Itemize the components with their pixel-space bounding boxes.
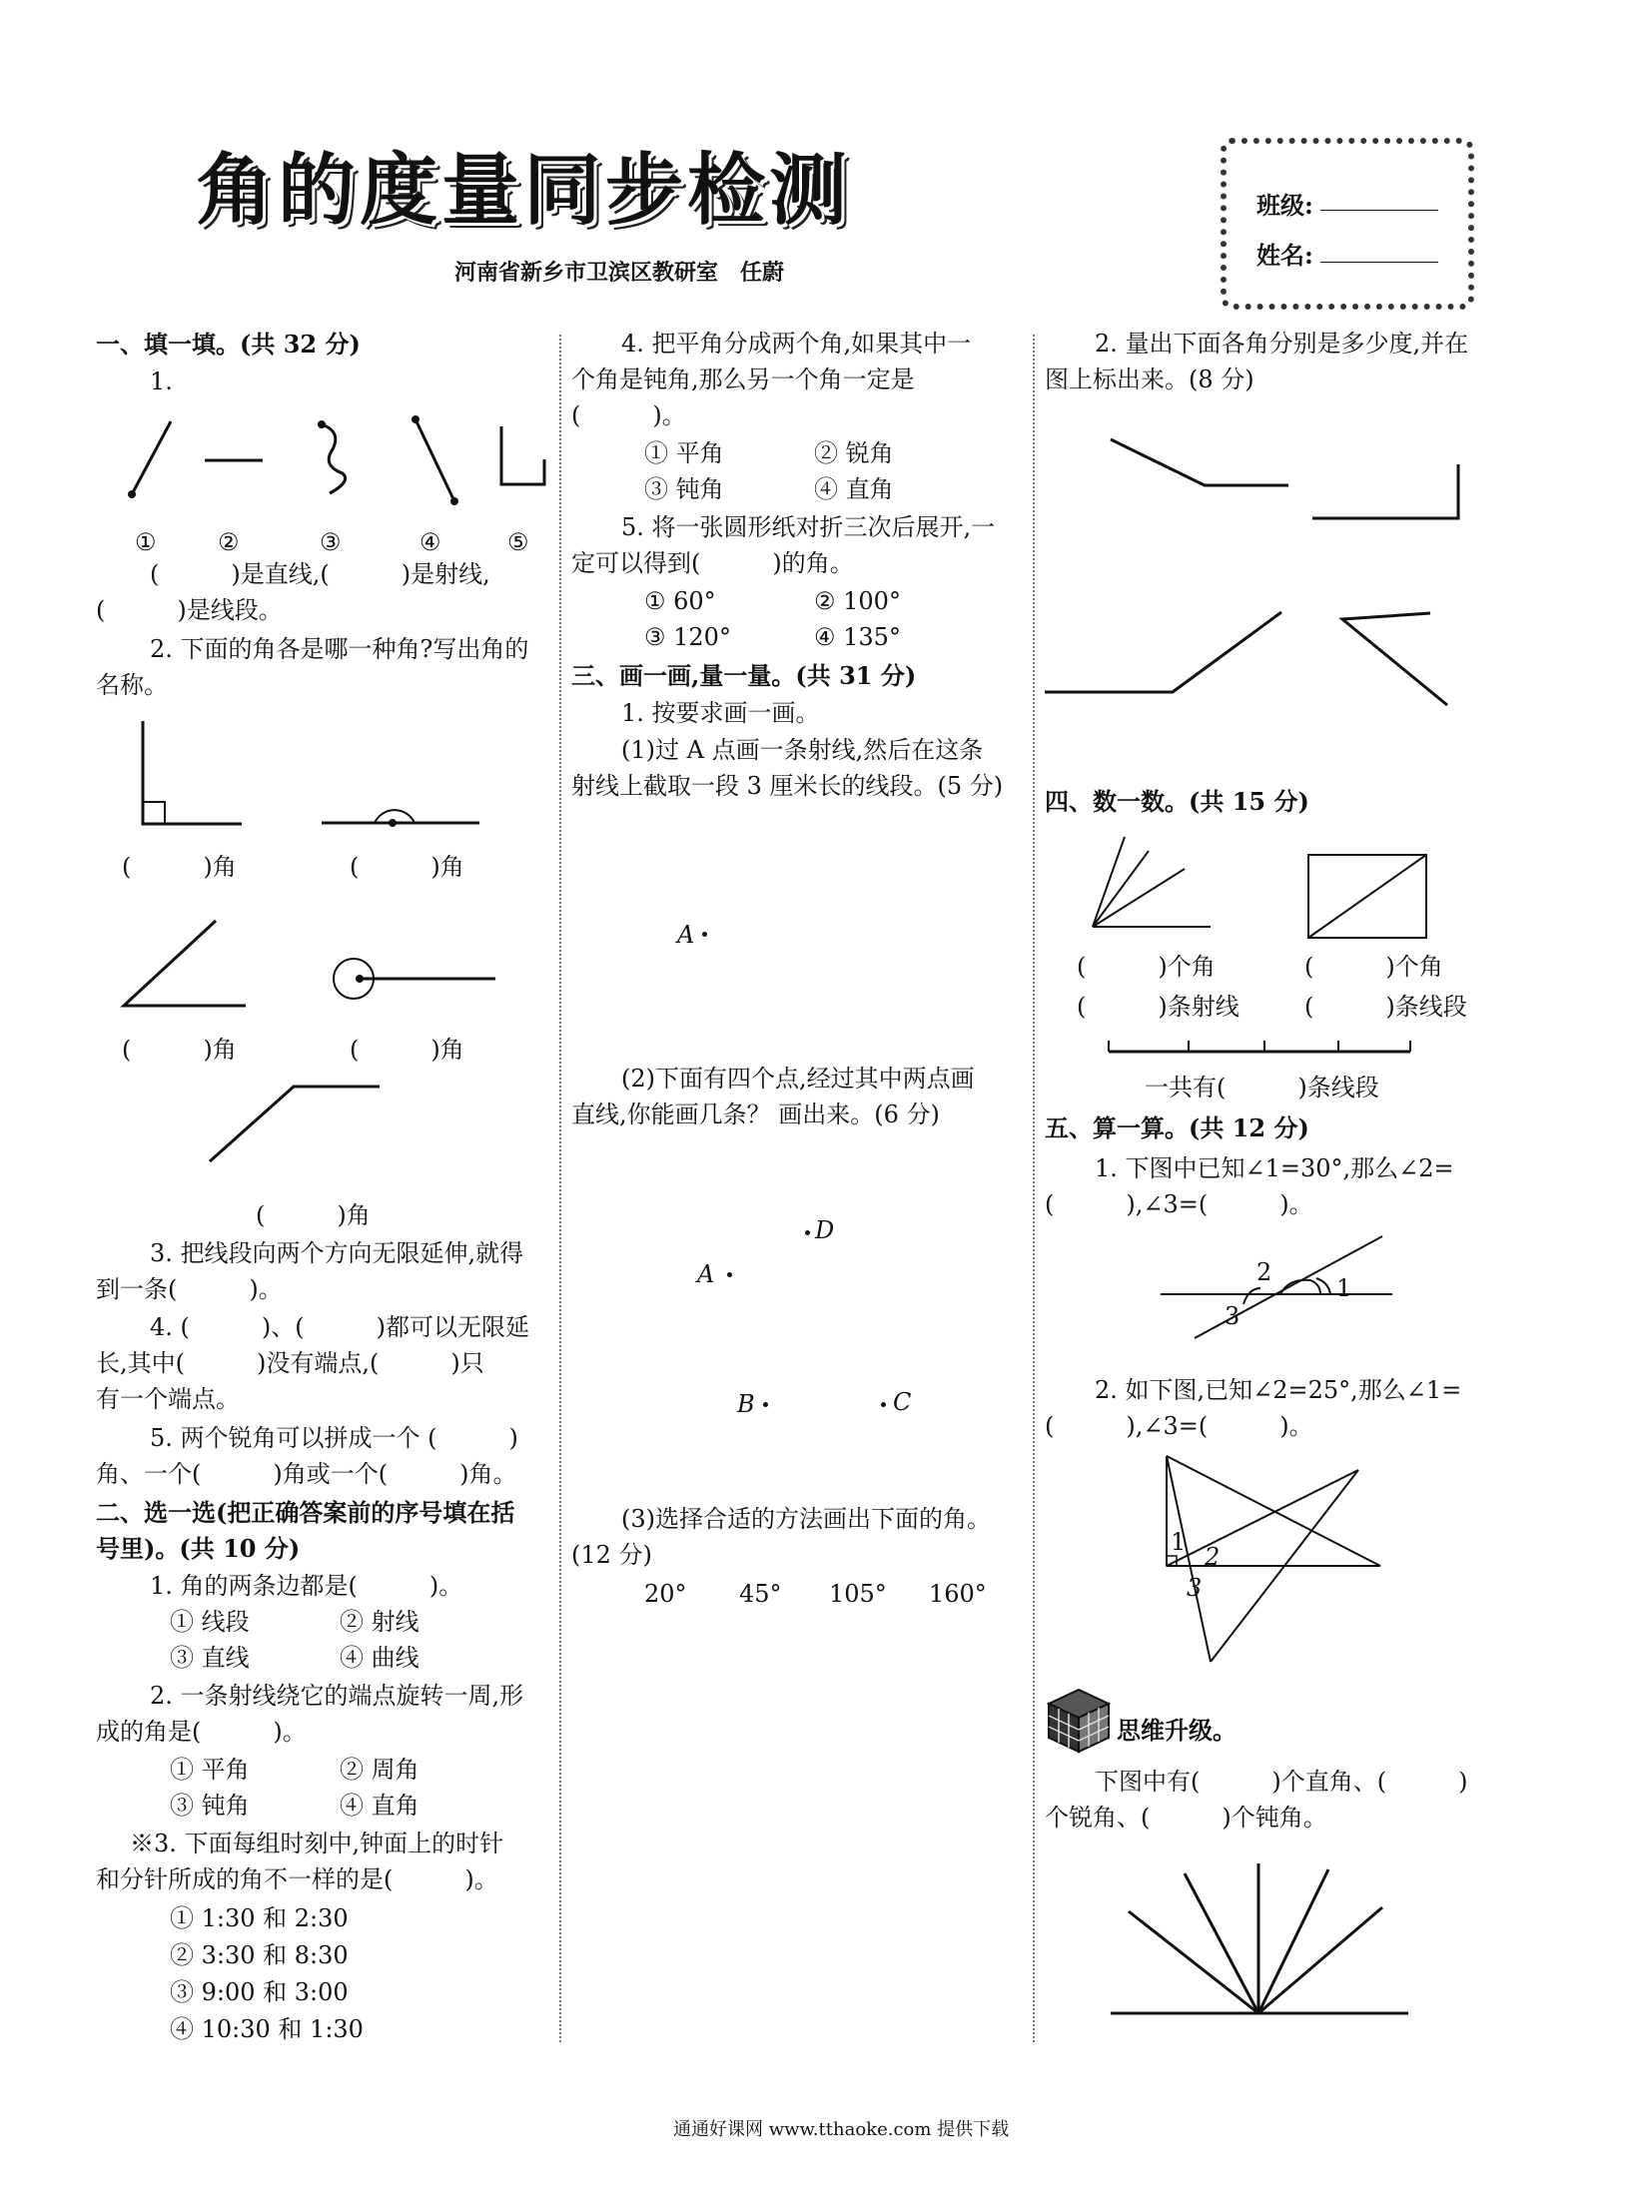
measure-2-text-1: 2. 量出下面各角分别是多少度,并在 bbox=[1095, 330, 1469, 358]
calc-2-angle-3-label: 3 bbox=[1187, 1574, 1203, 1602]
angle-45: 45° bbox=[739, 1580, 782, 1608]
section-3-heading: 三、画一画,量一量。(共 31 分) bbox=[571, 661, 917, 690]
section-5-heading: 五、算一算。(共 12 分) bbox=[1045, 1113, 1309, 1142]
point-a-label: A bbox=[677, 921, 695, 949]
count-segments: ( )条线段 bbox=[1304, 993, 1467, 1021]
q1-number: 1. bbox=[150, 368, 173, 395]
choice-1-option-1: ① 线段 bbox=[170, 1608, 250, 1636]
choice-5-text-2: 定可以得到( )的角。 bbox=[571, 549, 854, 577]
calc-1-text-1: 1. 下图中已知∠1=30°,那么∠2= bbox=[1095, 1154, 1454, 1182]
point-b-label: B bbox=[737, 1390, 755, 1418]
choice-5-option-4: ④ 135° bbox=[814, 623, 901, 651]
think-text-1: 下图中有( )个直角、( ) bbox=[1095, 1768, 1468, 1796]
choice-5-option-3: ③ 120° bbox=[644, 623, 731, 651]
choice-2-option-3: ③ 钝角 bbox=[170, 1792, 250, 1820]
title-char: 角 bbox=[196, 146, 275, 236]
point-d-label: D bbox=[815, 1216, 835, 1244]
draw-1a-text-1: (1)过 A 点画一条射线,然后在这条 bbox=[621, 736, 984, 764]
draw-1-text: 1. 按要求画一画。 bbox=[621, 699, 820, 727]
angle-blank-acute: ( )角 bbox=[122, 1036, 237, 1064]
choice-1-option-3: ③ 直线 bbox=[170, 1644, 250, 1672]
angle-160: 160° bbox=[929, 1580, 987, 1608]
choice-3-option-4: ④ 10:30 和 1:30 bbox=[170, 2015, 364, 2043]
count-angles-2: ( )个角 bbox=[1304, 953, 1443, 981]
choice-3-option-3: ③ 9:00 和 3:00 bbox=[170, 1978, 349, 2006]
title-char: 量 bbox=[441, 146, 520, 236]
angle-20: 20° bbox=[644, 1580, 687, 1608]
choice-5-text-1: 5. 将一张圆形纸对折三次后展开,一 bbox=[621, 513, 996, 541]
q1-label-1: ① bbox=[135, 528, 157, 556]
q2-text-2: 名称。 bbox=[96, 671, 168, 699]
count-total-segments: 一共有( )条线段 bbox=[1145, 1074, 1379, 1102]
class-label: 班级: bbox=[1256, 191, 1313, 220]
point-a2-label: A bbox=[697, 1260, 715, 1288]
title-char: 检 bbox=[687, 146, 766, 236]
footer-text: 通通好课网 www.tthaoke.com 提供下载 bbox=[673, 2119, 1010, 2140]
choice-2-option-4: ④ 直角 bbox=[340, 1792, 419, 1820]
author-line: 河南省新乡市卫滨区教研室 任蔚 bbox=[454, 260, 785, 286]
measure-2-text-2: 图上标出来。(8 分) bbox=[1045, 366, 1254, 393]
calc-1-angle-2-label: 2 bbox=[1256, 1258, 1272, 1286]
choice-4-text-2: 个角是钝角,那么另一个角一定是 bbox=[571, 366, 915, 393]
q1-label-5: ⑤ bbox=[507, 528, 529, 556]
choice-1-option-4: ④ 曲线 bbox=[340, 1644, 419, 1672]
think-heading: 思维升级。 bbox=[1117, 1716, 1237, 1745]
title-char: 的 bbox=[278, 146, 357, 236]
calc-2-angle-1-label: 1 bbox=[1171, 1528, 1187, 1556]
choice-1-text: 1. 角的两条边都是( )。 bbox=[150, 1572, 463, 1600]
draw-1c-text-2: (12 分) bbox=[571, 1541, 652, 1569]
choice-4-option-4: ④ 直角 bbox=[814, 475, 894, 503]
title-char: 度 bbox=[360, 146, 438, 236]
choice-4-option-3: ③ 钝角 bbox=[644, 475, 724, 503]
q4-text-3: 有一个端点。 bbox=[96, 1385, 240, 1413]
angle-blank-straight: ( )角 bbox=[350, 853, 464, 881]
q5-text-2: 角、一个( )角或一个( )角。 bbox=[96, 1460, 517, 1488]
q1-label-2: ② bbox=[218, 528, 240, 556]
name-label: 姓名: bbox=[1256, 241, 1313, 270]
choice-4-option-2: ② 锐角 bbox=[814, 439, 894, 467]
title-char: 测 bbox=[769, 146, 848, 236]
q3-text-1: 3. 把线段向两个方向无限延伸,就得 bbox=[150, 1239, 524, 1267]
draw-1b-text-1: (2)下面有四个点,经过其中两点画 bbox=[621, 1065, 975, 1093]
q4-text-1: 4. ( )、( )都可以无限延 bbox=[150, 1313, 529, 1341]
choice-4-text-3: ( )。 bbox=[571, 401, 686, 429]
think-text-2: 个锐角、( )个钝角。 bbox=[1045, 1804, 1327, 1832]
choice-4-text-1: 4. 把平角分成两个角,如果其中一 bbox=[621, 330, 972, 358]
section-2-heading-cont: 号里)。(共 10 分) bbox=[96, 1534, 301, 1563]
count-rays: ( )条射线 bbox=[1077, 993, 1239, 1021]
choice-1-option-2: ② 射线 bbox=[340, 1608, 419, 1636]
q4-text-2: 长,其中( )没有端点,( )只 bbox=[96, 1349, 484, 1377]
choice-3-text-2: 和分针所成的角不一样的是( )。 bbox=[96, 1865, 498, 1893]
q1-answer-line-1: ( )是直线,( )是射线, bbox=[150, 560, 490, 588]
choice-3-text-1: ※3. 下面每组时刻中,钟面上的时针 bbox=[130, 1830, 504, 1857]
section-2-heading: 二、选一选(把正确答案前的序号填在括 bbox=[96, 1498, 515, 1527]
title-char: 同 bbox=[523, 146, 602, 236]
calc-2-text-1: 2. 如下图,已知∠2=25°,那么∠1= bbox=[1095, 1376, 1462, 1404]
choice-4-option-1: ① 平角 bbox=[644, 439, 724, 467]
choice-2-option-1: ① 平角 bbox=[170, 1756, 250, 1784]
choice-5-option-2: ② 100° bbox=[814, 587, 901, 615]
calc-2-text-2: ( ),∠3=( )。 bbox=[1045, 1412, 1313, 1440]
q1-label-4: ④ bbox=[419, 528, 441, 556]
calc-1-angle-3-label: 3 bbox=[1225, 1302, 1240, 1330]
angle-blank-right: ( )角 bbox=[122, 853, 237, 881]
choice-5-option-1: ① 60° bbox=[644, 587, 716, 615]
calc-1-text-2: ( ),∠3=( )。 bbox=[1045, 1190, 1313, 1218]
angle-blank-obtuse: ( )角 bbox=[256, 1201, 371, 1229]
q3-text-2: 到一条( )。 bbox=[96, 1275, 283, 1303]
q1-label-3: ③ bbox=[320, 528, 342, 556]
choice-2-text-1: 2. 一条射线绕它的端点旋转一周,形 bbox=[150, 1682, 524, 1710]
q1-answer-line-2: ( )是线段。 bbox=[96, 596, 283, 624]
choice-3-option-1: ① 1:30 和 2:30 bbox=[170, 1904, 349, 1932]
q2-text-1: 2. 下面的角各是哪一种角?写出角的 bbox=[150, 635, 529, 663]
draw-1b-text-2: 直线,你能画几条？ 画出来。(6 分) bbox=[571, 1101, 940, 1128]
draw-1c-text-1: (3)选择合适的方法画出下面的角。 bbox=[621, 1505, 991, 1533]
count-angles-1: ( )个角 bbox=[1077, 953, 1216, 981]
point-c-label: C bbox=[893, 1388, 912, 1416]
section-1-heading: 一、填一填。(共 32 分) bbox=[96, 330, 361, 359]
section-4-heading: 四、数一数。(共 15 分) bbox=[1045, 787, 1309, 816]
angle-blank-full: ( )角 bbox=[350, 1036, 464, 1064]
choice-2-text-2: 成的角是( )。 bbox=[96, 1718, 307, 1746]
calc-1-angle-1-label: 1 bbox=[1336, 1274, 1352, 1302]
draw-1a-text-2: 射线上截取一段 3 厘米长的线段。(5 分) bbox=[571, 772, 1004, 800]
title-char: 步 bbox=[605, 146, 684, 236]
calc-2-angle-2-label: 2 bbox=[1205, 1543, 1221, 1571]
angle-105: 105° bbox=[829, 1580, 887, 1608]
choice-3-option-2: ② 3:30 和 8:30 bbox=[170, 1941, 349, 1969]
choice-2-option-2: ② 周角 bbox=[340, 1756, 419, 1784]
q5-text-1: 5. 两个锐角可以拼成一个 ( ) bbox=[150, 1424, 518, 1452]
